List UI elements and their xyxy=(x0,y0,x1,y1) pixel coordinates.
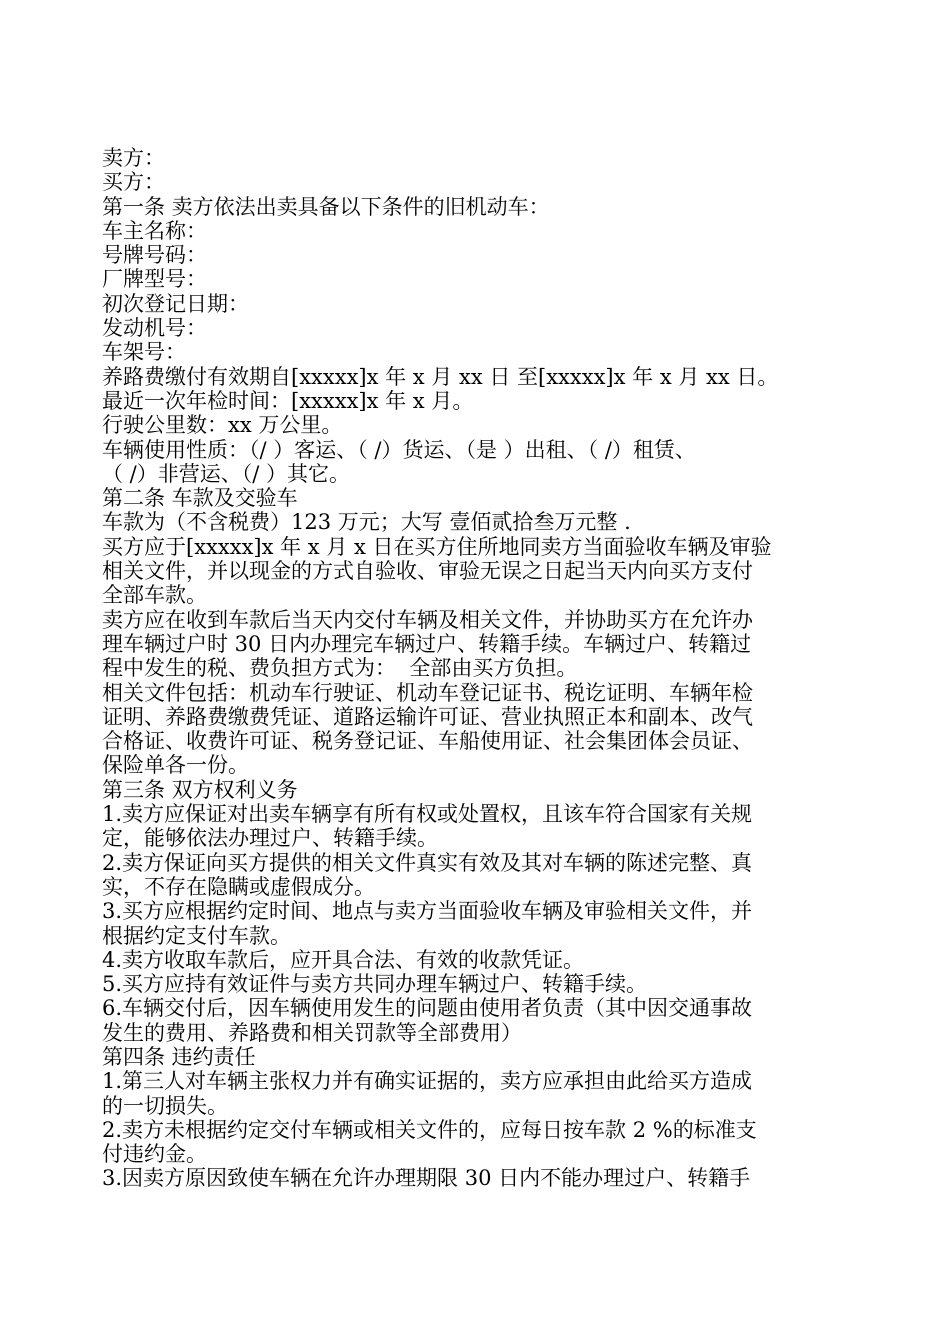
usage-nature-line: 车辆使用性质：（/ ）客运、（ /）货运、（是 ）出租、（ /）租赁、 xyxy=(102,437,696,462)
text-line: 2.卖方未根据约定交付车辆或相关文件的，应每日按车款 2 %的标准支 xyxy=(102,1117,757,1142)
text-line: 5.买方应持有效证件与卖方共同办理车辆过户、转籍手续。 xyxy=(102,972,648,997)
usage-nature-line-2: （ /）非营运、（/ ）其它。 xyxy=(102,461,350,486)
article-2-heading: 第二条 车款及交验车 xyxy=(102,486,298,511)
text-line: 1.卖方应保证对出卖车辆享有所有权或处置权，且该车符合国家有关规 xyxy=(102,802,753,827)
text-line: 发生的费用、养路费和相关罚款等全部费用） xyxy=(102,1020,522,1045)
first-registration-line: 初次登记日期： xyxy=(102,291,249,316)
document-page xyxy=(102,146,872,1191)
owner-name-line: 车主名称： xyxy=(102,218,207,243)
engine-number-line: 发动机号： xyxy=(102,316,207,341)
buyer-line: 买方： xyxy=(102,170,165,195)
text-line: 卖方应在收到车款后当天内交付车辆及相关文件，并协助买方在允许办 xyxy=(102,607,753,632)
text-line: 3.买方应根据约定时间、地点与卖方当面验收车辆及审验相关文件，并 xyxy=(102,899,753,924)
text-line: 的一切损失。 xyxy=(102,1093,228,1118)
text-line: 6.车辆交付后，因车辆使用发生的问题由使用者负责（其中因交通事故 xyxy=(102,996,753,1021)
text-line: 理车辆过户时 30 日内办理完车辆过户、转籍手续。车辆过户、转籍过 xyxy=(102,631,752,656)
mileage-line: 行驶公里数：xx 万公里。 xyxy=(102,413,343,438)
frame-number-line: 车架号： xyxy=(102,340,186,365)
text-line: 全部车款。 xyxy=(102,583,207,608)
text-line: 4.卖方收取车款后，应开具合法、有效的收款凭证。 xyxy=(102,947,585,972)
text-line: 2.卖方保证向买方提供的相关文件真实有效及其对车辆的陈述完整、真 xyxy=(102,850,753,875)
brand-model-line: 厂牌型号： xyxy=(102,267,207,292)
text-line: 根据约定支付车款。 xyxy=(102,923,291,948)
price-line: 车款为（不含税费）123 万元；大写 壹佰贰拾叁万元整 . xyxy=(102,510,631,535)
article-1-heading: 第一条 卖方依法出卖具备以下条件的旧机动车： xyxy=(102,194,550,219)
seller-line: 卖方： xyxy=(102,146,165,170)
text-line: 定，能够依法办理过户、转籍手续。 xyxy=(102,826,438,851)
text-line: 相关文件包括：机动车行驶证、机动车登记证书、税讫证明、车辆年检 xyxy=(102,680,753,705)
text-line: 保险单各一份。 xyxy=(102,753,249,778)
text-line: 相关文件，并以现金的方式自验收、审验无误之日起当天内向买方支付 xyxy=(102,559,753,584)
text-line: 证明、养路费缴费凭证、道路运输许可证、营业执照正本和副本、改气 xyxy=(102,704,753,729)
text-line: 实，不存在隐瞒或虚假成分。 xyxy=(102,874,375,899)
last-inspection-line: 最近一次年检时间：[xxxxx]x 年 x 月。 xyxy=(102,388,474,413)
text-line: 程中发生的税、费负担方式为： 全部由买方负担。 xyxy=(102,656,578,681)
road-fee-validity-line: 养路费缴付有效期自[xxxxx]x 年 x 月 xx 日 至[xxxxx]x 年 x 月 xx 日。 xyxy=(102,364,779,389)
text-line: 合格证、收费许可证、税务登记证、车船使用证、社会集团体会员证、 xyxy=(102,729,753,754)
text-line: 买方应于[xxxxx]x 年 x 月 x 日在买方住所地同卖方当面验收车辆及审验 xyxy=(102,534,772,559)
text-line: 3.因卖方原因致使车辆在允许办理期限 30 日内不能办理过户、转籍手 xyxy=(102,1166,751,1191)
article-3-heading: 第三条 双方权利义务 xyxy=(102,777,298,802)
plate-number-line: 号牌号码： xyxy=(102,243,207,268)
article-4-heading: 第四条 违约责任 xyxy=(102,1044,256,1069)
text-line: 1.第三人对车辆主张权力并有确实证据的，卖方应承担由此给买方造成 xyxy=(102,1069,753,1094)
text-line: 付违约金。 xyxy=(102,1142,207,1167)
